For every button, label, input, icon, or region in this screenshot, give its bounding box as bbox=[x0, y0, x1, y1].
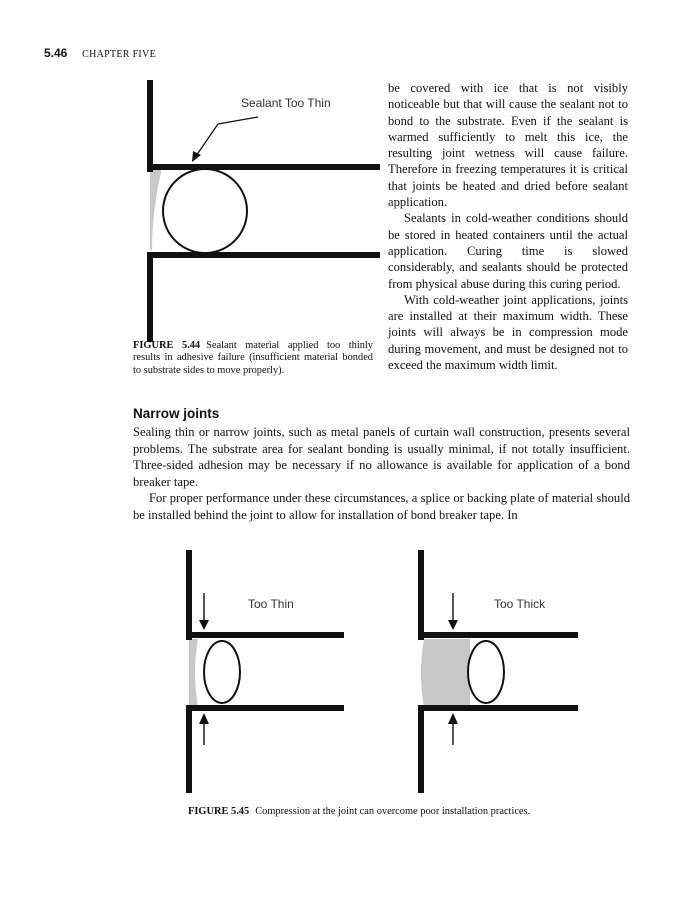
figure-5-44-caption-text: Sealant material applied too thinly results in adhesive failure (insufficient material bonded to substrate sides to move properly). bbox=[133, 340, 373, 376]
right-vertical-upper bbox=[418, 550, 424, 640]
substrate-horizontal-lower bbox=[147, 252, 380, 258]
paragraph-max-width: With cold-weather joint applications, joints are installed at their maximum width. These joints will always be in compression mode during movement, and must be designed not to exceed the maximum width limit. bbox=[388, 292, 628, 373]
page-number: 5.46 bbox=[44, 46, 68, 60]
figure-5-45-number: FIGURE 5.45 bbox=[188, 806, 250, 817]
right-backer-rod bbox=[468, 641, 504, 703]
figure-5-45-diagram bbox=[170, 545, 590, 795]
left-backer-rod bbox=[204, 641, 240, 703]
substrate-horizontal-upper bbox=[147, 164, 380, 170]
left-horizontal-lower bbox=[186, 705, 344, 711]
label-sealant-too-thin: Sealant Too Thin bbox=[241, 96, 331, 110]
left-vertical-upper bbox=[186, 550, 192, 640]
substrate-vertical-lower bbox=[147, 252, 153, 342]
sealant-thin-fill bbox=[150, 168, 162, 250]
chapter-title: CHAPTER FIVE bbox=[82, 49, 156, 60]
right-horizontal-lower bbox=[418, 705, 578, 711]
backer-rod-circle bbox=[163, 169, 247, 253]
figure-5-44-caption bbox=[133, 340, 373, 377]
substrate-vertical-upper bbox=[147, 80, 153, 172]
label-too-thin: Too Thin bbox=[248, 597, 294, 611]
right-horizontal-upper bbox=[418, 632, 578, 638]
sealant-too-thick-fill bbox=[421, 639, 470, 707]
pointer-arrowhead bbox=[192, 151, 201, 162]
sealant-too-thin-fill bbox=[189, 639, 198, 707]
left-compression-arrowhead-down bbox=[199, 620, 209, 630]
page-header bbox=[44, 46, 156, 60]
section-title: Narrow joints bbox=[133, 406, 220, 421]
paragraph-narrow-joints: Sealing thin or narrow joints, such as metal panels of curtain wall construction, presents several problems. The substrate area for sealant bonding is usually minimal, if not totally insufficient. Three-sided adhesion may be necessary if no allowance is available for application of a bond breaker tape. bbox=[133, 425, 630, 489]
figure-5-44-number: FIGURE 5.44 bbox=[133, 340, 201, 351]
figure-5-45-caption-text: Compression at the joint can overcome poor installation practices. bbox=[255, 806, 531, 817]
figure-5-44-diagram bbox=[140, 80, 380, 342]
paragraph-backing-plate: For proper performance under these circumstances, a splice or backing plate of material should be installed behind the joint to allow for installation of bond breaker tape. In bbox=[133, 491, 630, 522]
left-vertical-lower bbox=[186, 705, 192, 793]
narrow-joints-body bbox=[133, 424, 630, 524]
pointer-arrow-line bbox=[196, 117, 258, 156]
paragraph-cold-storage: Sealants in cold-weather conditions should be stored in heated containers until the actual application. Curing time is slowed considerably, and sealants should be protected from physical abuse during this curing period. bbox=[388, 211, 628, 291]
left-compression-arrowhead-up bbox=[199, 713, 209, 724]
left-horizontal-upper bbox=[186, 632, 344, 638]
right-vertical-lower bbox=[418, 705, 424, 793]
label-too-thick: Too Thick bbox=[494, 597, 546, 611]
right-column-text bbox=[388, 80, 628, 373]
figure-5-45-caption bbox=[188, 806, 530, 817]
paragraph-ice: be covered with ice that is not visibly noticeable but that will cause the sealant not to bond to the substrate. Even if the sealant is warmed sufficiently to melt this ice, the resulting joint wetness will cause failure. Therefore in freezing temperatures it is critical that joints be heated and dried before sealant application. bbox=[388, 81, 628, 210]
right-compression-arrowhead-up bbox=[448, 713, 458, 724]
right-compression-arrowhead-down bbox=[448, 620, 458, 630]
